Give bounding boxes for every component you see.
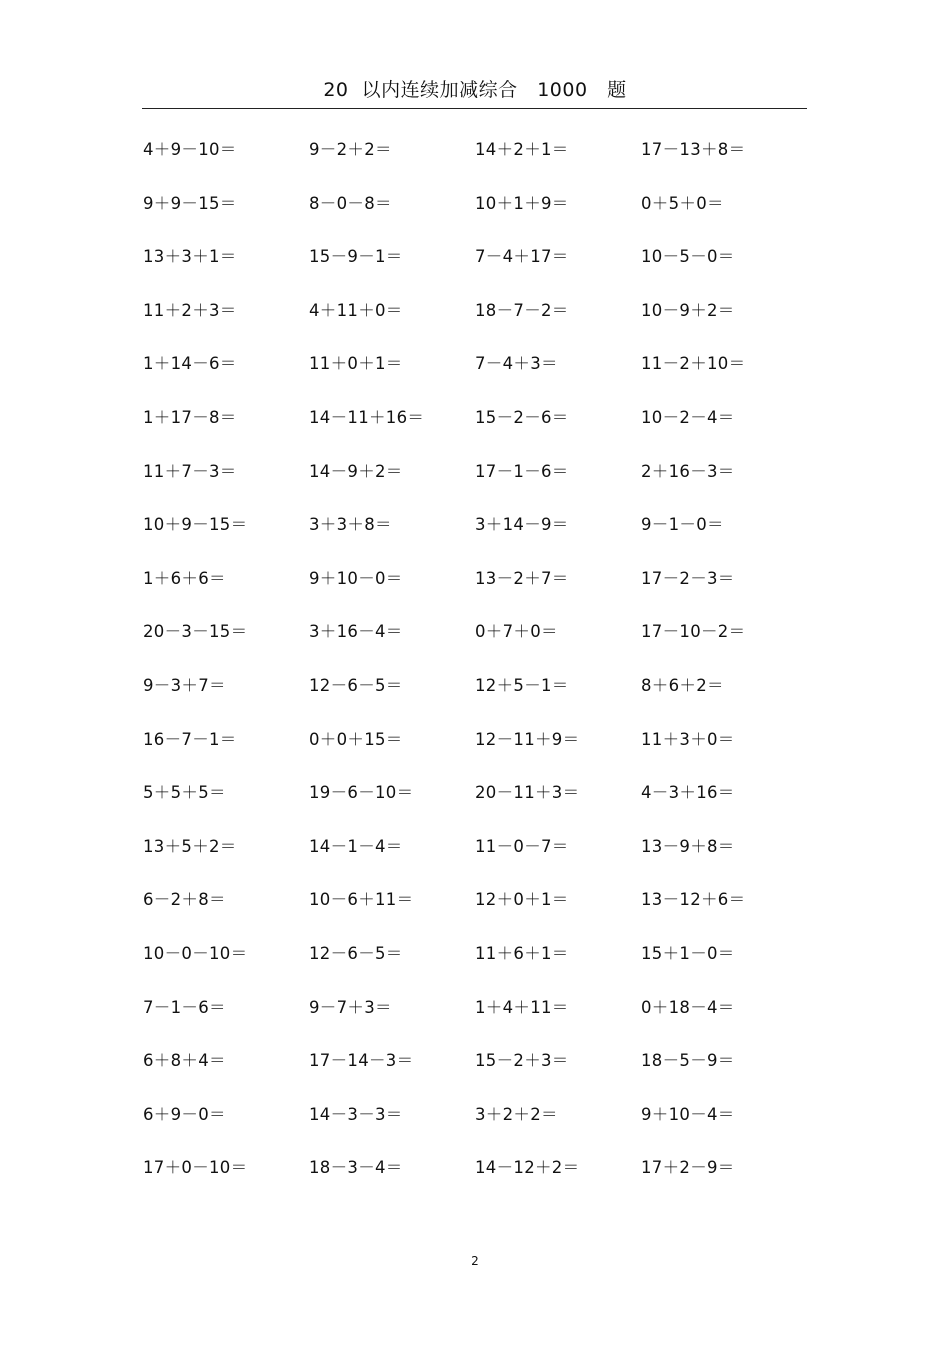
math-problem: 13＋5＋2＝ bbox=[143, 836, 237, 856]
math-problem: 0＋7＋0＝ bbox=[475, 622, 558, 642]
math-problem: 18－7－2＝ bbox=[475, 300, 569, 320]
math-problem: 9－2＋2＝ bbox=[309, 140, 392, 159]
problem-grid bbox=[143, 138, 807, 1210]
math-problem: 12＋0＋1＝ bbox=[475, 890, 569, 910]
math-problem: 9＋10－0＝ bbox=[309, 568, 403, 588]
math-problem: 14＋2＋1＝ bbox=[475, 140, 569, 159]
math-problem: 17－1－6＝ bbox=[475, 461, 569, 481]
math-problem: 10＋1＋9＝ bbox=[475, 193, 569, 213]
math-problem: 7－4＋17＝ bbox=[475, 247, 569, 267]
math-problem: 4＋9－10＝ bbox=[143, 140, 237, 159]
math-problem: 8＋6＋2＝ bbox=[641, 675, 724, 695]
math-problem: 11＋6＋1＝ bbox=[475, 943, 569, 963]
math-problem: 19－6－10＝ bbox=[309, 783, 414, 803]
math-problem: 4＋11＋0＝ bbox=[309, 300, 403, 320]
math-problem: 2＋16－3＝ bbox=[641, 461, 735, 481]
math-problem: 14－12＋2＝ bbox=[475, 1158, 580, 1178]
math-problem: 8－0－8＝ bbox=[309, 193, 392, 213]
math-problem: 12－6－5＝ bbox=[309, 675, 403, 695]
math-problem: 14－1－4＝ bbox=[309, 836, 403, 856]
title-underline bbox=[142, 108, 807, 109]
math-problem: 9－3＋7＝ bbox=[143, 675, 226, 695]
math-problem: 9＋9－15＝ bbox=[143, 193, 237, 213]
math-problem: 6＋9－0＝ bbox=[143, 1104, 226, 1124]
math-problem: 1＋17－8＝ bbox=[143, 407, 237, 427]
math-problem: 1＋4＋11＝ bbox=[475, 997, 569, 1017]
math-problem: 1＋14－6＝ bbox=[143, 354, 237, 374]
math-problem: 14－9＋2＝ bbox=[309, 461, 403, 481]
math-problem: 17－14－3＝ bbox=[309, 1051, 414, 1071]
math-problem: 15＋1－0＝ bbox=[641, 943, 735, 963]
math-problem: 1＋6＋6＝ bbox=[143, 568, 226, 588]
math-problem: 10＋9－15＝ bbox=[143, 515, 248, 535]
math-problem: 7－1－6＝ bbox=[143, 997, 226, 1017]
math-problem: 0＋18－4＝ bbox=[641, 997, 735, 1017]
math-problem: 5＋5＋5＝ bbox=[143, 783, 226, 803]
math-problem: 11＋3＋0＝ bbox=[641, 729, 735, 749]
math-problem: 9－1－0＝ bbox=[641, 515, 724, 535]
math-problem: 15－2＋3＝ bbox=[475, 1051, 569, 1071]
math-problem: 15－9－1＝ bbox=[309, 247, 403, 267]
math-problem: 13＋3＋1＝ bbox=[143, 247, 237, 267]
math-problem: 10－0－10＝ bbox=[143, 943, 248, 963]
math-problem: 11＋7－3＝ bbox=[143, 461, 237, 481]
math-problem: 12－11＋9＝ bbox=[475, 729, 580, 749]
math-problem: 17－2－3＝ bbox=[641, 568, 735, 588]
math-problem: 3＋14－9＝ bbox=[475, 515, 569, 535]
math-problem: 6－2＋8＝ bbox=[143, 890, 226, 910]
math-problem: 12－6－5＝ bbox=[309, 943, 403, 963]
math-problem: 11－0－7＝ bbox=[475, 836, 569, 856]
page-title: 20 以内连续加减综合 1000 题 bbox=[323, 79, 627, 101]
math-problem: 20－11＋3＝ bbox=[475, 783, 580, 803]
math-problem: 3＋2＋2＝ bbox=[475, 1104, 558, 1124]
math-problem: 13－9＋8＝ bbox=[641, 836, 735, 856]
math-problem: 11＋2＋3＝ bbox=[143, 300, 237, 320]
math-problem: 10－5－0＝ bbox=[641, 247, 735, 267]
math-problem: 17－10－2＝ bbox=[641, 622, 746, 642]
math-problem: 11－2＋10＝ bbox=[641, 354, 746, 374]
math-problem: 9－7＋3＝ bbox=[309, 997, 392, 1017]
math-problem: 12＋5－1＝ bbox=[475, 675, 569, 695]
math-problem: 18－3－4＝ bbox=[309, 1158, 403, 1178]
math-problem: 10－6＋11＝ bbox=[309, 890, 414, 910]
math-problem: 3＋16－4＝ bbox=[309, 622, 403, 642]
math-problem: 9＋10－4＝ bbox=[641, 1104, 735, 1124]
page-number: 2 bbox=[471, 1254, 479, 1268]
math-problem: 17－13＋8＝ bbox=[641, 140, 746, 159]
math-problem: 14－3－3＝ bbox=[309, 1104, 403, 1124]
math-problem: 7－4＋3＝ bbox=[475, 354, 558, 374]
math-problem: 13－2＋7＝ bbox=[475, 568, 569, 588]
math-problem: 4－3＋16＝ bbox=[641, 783, 735, 803]
math-problem: 17＋0－10＝ bbox=[143, 1158, 248, 1178]
math-problem: 14－11＋16＝ bbox=[309, 407, 425, 427]
math-problem: 3＋3＋8＝ bbox=[309, 515, 392, 535]
math-problem: 11＋0＋1＝ bbox=[309, 354, 403, 374]
math-problem: 16－7－1＝ bbox=[143, 729, 237, 749]
math-problem: 0＋0＋15＝ bbox=[309, 729, 403, 749]
math-problem: 10－2－4＝ bbox=[641, 407, 735, 427]
math-problem: 20－3－15＝ bbox=[143, 622, 248, 642]
math-problem: 17＋2－9＝ bbox=[641, 1158, 735, 1178]
math-problem: 15－2－6＝ bbox=[475, 407, 569, 427]
math-problem: 0＋5＋0＝ bbox=[641, 193, 724, 213]
math-problem: 6＋8＋4＝ bbox=[143, 1051, 226, 1071]
math-problem: 10－9＋2＝ bbox=[641, 300, 735, 320]
math-problem: 18－5－9＝ bbox=[641, 1051, 735, 1071]
math-problem: 13－12＋6＝ bbox=[641, 890, 746, 910]
